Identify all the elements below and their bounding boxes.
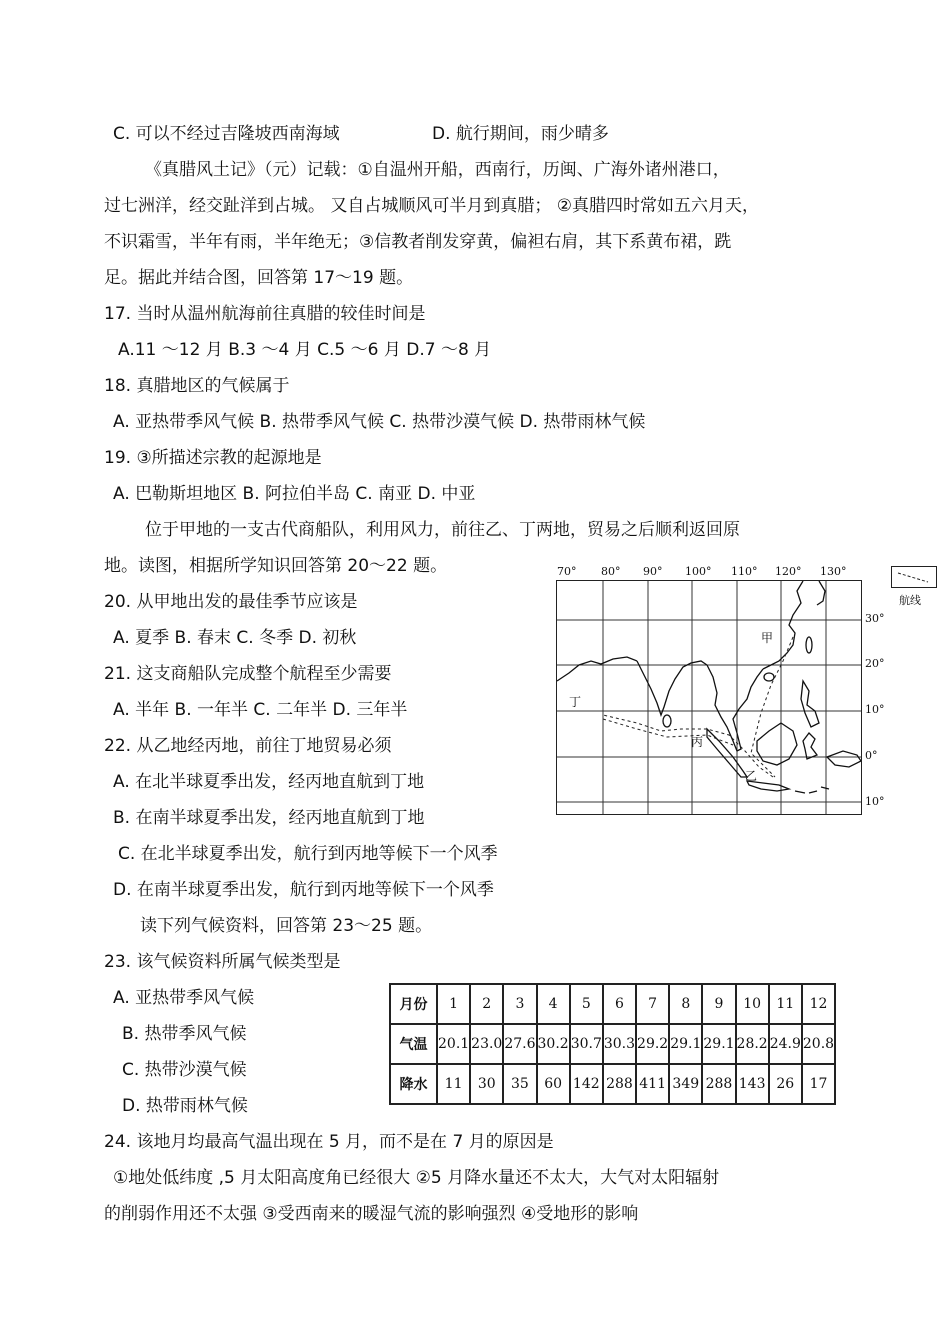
temp-cell: 30.3 <box>603 1024 636 1064</box>
lat-label: 10° <box>865 703 885 716</box>
text-line: A. 亚热带季风气候 B. 热带季风气候 C. 热带沙漠气候 D. 热带雨林气候 <box>113 412 646 432</box>
climate-table <box>389 983 836 1105</box>
precip-cell: 143 <box>736 1064 769 1104</box>
month-cell: 11 <box>769 984 802 1024</box>
precip-cell: 60 <box>537 1064 570 1104</box>
text-line: 的削弱作用还不太强 ③受西南来的暖湿气流的影响强烈 ④受地形的影响 <box>104 1204 639 1224</box>
route-legend-icon <box>892 567 936 587</box>
text-line: A. 巴勒斯坦地区 B. 阿拉伯半岛 C. 南亚 D. 中亚 <box>113 484 476 504</box>
temp-cell: 20.8 <box>802 1024 835 1064</box>
header-temp: 气温 <box>390 1024 437 1064</box>
sea-routes <box>603 637 793 777</box>
text-line: D. 航行期间，雨少晴多 <box>432 124 609 144</box>
lon-label: 110° <box>731 565 758 578</box>
text-line: 23. 该气候资料所属气候类型是 <box>104 952 341 972</box>
text-line: C. 可以不经过吉隆坡西南海域 <box>113 124 340 144</box>
temp-cell: 29.1 <box>669 1024 702 1064</box>
lon-label: 90° <box>643 565 663 578</box>
month-cell: 6 <box>603 984 636 1024</box>
temp-cell: 30.2 <box>537 1024 570 1064</box>
text-line: 17. 当时从温州航海前往真腊的较佳时间是 <box>104 304 426 324</box>
place-jia: 甲 <box>761 631 774 645</box>
table-row-months <box>390 984 835 1024</box>
lat-label: 30° <box>865 612 885 625</box>
text-line: 足。据此并结合图，回答第 17～19 题。 <box>104 268 414 288</box>
text-line: C. 热带沙漠气候 <box>122 1060 247 1080</box>
precip-cell: 288 <box>702 1064 735 1104</box>
text-line: 22. 从乙地经丙地，前往丁地贸易必须 <box>104 736 392 756</box>
month-cell: 8 <box>669 984 702 1024</box>
text-line: B. 热带季风气候 <box>122 1024 247 1044</box>
month-cell: 5 <box>570 984 603 1024</box>
text-line: A. 半年 B. 一年半 C. 二年半 D. 三年半 <box>113 700 408 720</box>
precip-cell: 349 <box>669 1064 702 1104</box>
text-line: A. 夏季 B. 春末 C. 冬季 D. 初秋 <box>113 628 357 648</box>
place-yi: 乙 <box>745 769 758 783</box>
text-line: 地。读图，相据所学知识回答第 20～22 题。 <box>104 556 448 576</box>
place-bing: 丙 <box>691 735 704 749</box>
map-legend-label: 航线 <box>899 594 921 607</box>
month-cell: 12 <box>802 984 835 1024</box>
map-legend-box <box>891 566 937 588</box>
lon-label: 70° <box>557 565 577 578</box>
map-drawing <box>557 581 861 814</box>
month-cell: 3 <box>503 984 536 1024</box>
month-cell: 10 <box>736 984 769 1024</box>
temp-cell: 29.2 <box>636 1024 669 1064</box>
month-cell: 7 <box>636 984 669 1024</box>
precip-cell: 17 <box>802 1064 835 1104</box>
lat-label: 20° <box>865 657 885 670</box>
table-row-precip <box>390 1064 835 1104</box>
lat-label: 10° <box>865 795 885 808</box>
text-line: 24. 该地月均最高气温出现在 5 月，而不是在 7 月的原因是 <box>104 1132 554 1152</box>
table-row-temp <box>390 1024 835 1064</box>
month-cell: 4 <box>537 984 570 1024</box>
precip-cell: 26 <box>769 1064 802 1104</box>
asia-route-map <box>556 580 862 815</box>
lon-label: 80° <box>601 565 621 578</box>
temp-cell: 24.9 <box>769 1024 802 1064</box>
lon-label: 120° <box>775 565 802 578</box>
header-month: 月份 <box>390 984 437 1024</box>
temp-cell: 30.7 <box>570 1024 603 1064</box>
temp-cell: 23.0 <box>470 1024 503 1064</box>
text-line: 读下列气候资料，回答第 23～25 题。 <box>140 916 433 936</box>
text-line: B. 在南半球夏季出发，经丙地直航到丁地 <box>113 808 425 828</box>
text-line: D. 热带雨林气候 <box>122 1096 248 1116</box>
precip-cell: 35 <box>503 1064 536 1104</box>
month-cell: 1 <box>437 984 470 1024</box>
month-cell: 9 <box>702 984 735 1024</box>
precip-cell: 30 <box>470 1064 503 1104</box>
temp-cell: 29.1 <box>702 1024 735 1064</box>
text-line: ①地处低纬度 ,5 月太阳高度角已经很大 ②5 月降水量还不太大，大气对太阳辐射 <box>113 1168 720 1188</box>
text-line: 19. ③所描述宗教的起源地是 <box>104 448 322 468</box>
lon-label: 130° <box>820 565 847 578</box>
text-line: C. 在北半球夏季出发，航行到丙地等候下一个风季 <box>118 844 498 864</box>
text-line: 《真腊风土记》（元）记载：①自温州开船，西南行，历闽、广海外诸州港口， <box>145 160 730 180</box>
precip-cell: 288 <box>603 1064 636 1104</box>
text-line: 位于甲地的一支古代商船队，利用风力，前往乙、丁两地，贸易之后顺利返回原 <box>145 520 740 540</box>
text-line: 不识霜雪，半年有雨，半年绝无；③信教者削发穿黄，偏袒右肩，其下系黄布裙，跣 <box>104 232 732 252</box>
temp-cell: 28.2 <box>736 1024 769 1064</box>
graticule <box>557 581 861 814</box>
text-line: 20. 从甲地出发的最佳季节应该是 <box>104 592 358 612</box>
text-line: D. 在南半球夏季出发，航行到丙地等候下一个风季 <box>113 880 494 900</box>
precip-cell: 411 <box>636 1064 669 1104</box>
lat-label: 0° <box>865 749 878 762</box>
text-line: 过七洲洋，经交趾洋到占城。 又自占城顺风可半月到真腊； ②真腊四时常如五六月天， <box>104 196 760 216</box>
text-line: 18. 真腊地区的气候属于 <box>104 376 290 396</box>
temp-cell: 27.6 <box>503 1024 536 1064</box>
text-line: A. 亚热带季风气候 <box>113 988 255 1008</box>
text-line: A. 在北半球夏季出发，经丙地直航到丁地 <box>113 772 425 792</box>
precip-cell: 142 <box>570 1064 603 1104</box>
lon-label: 100° <box>685 565 712 578</box>
text-line: 21. 这支商船队完成整个航程至少需要 <box>104 664 392 684</box>
temp-cell: 20.1 <box>437 1024 470 1064</box>
header-precip: 降水 <box>390 1064 437 1104</box>
month-cell: 2 <box>470 984 503 1024</box>
text-line: A.11 ～12 月 B.3 ～4 月 C.5 ～6 月 D.7 ～8 月 <box>118 340 492 360</box>
precip-cell: 11 <box>437 1064 470 1104</box>
place-ding: 丁 <box>569 695 582 709</box>
